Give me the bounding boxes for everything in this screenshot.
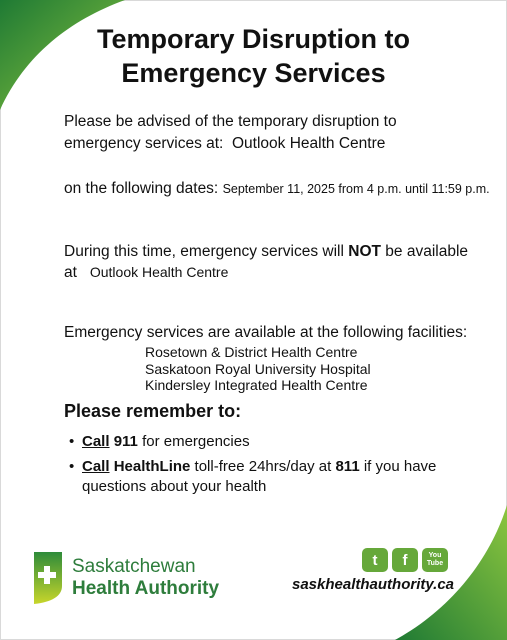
healthline-number: 811 (335, 458, 360, 475)
website-link[interactable]: saskhealthauthority.ca (292, 576, 455, 593)
facility-item: Rosetown & District Health Centre (145, 344, 358, 360)
dates-prefix: on the following dates: (64, 180, 219, 197)
logo-line-2: Health Authority (72, 578, 220, 599)
list-item (64, 432, 454, 452)
available-intro: Emergency services are available at the following facilities: (64, 324, 468, 341)
bullet1-rest: for emergencies (142, 433, 250, 450)
at-label: at (64, 264, 77, 281)
facility-item: Saskatoon Royal University Hospital (145, 360, 371, 377)
advised-prefix: emergency services at: (64, 135, 224, 152)
facility-list (145, 344, 371, 394)
page-title (0, 22, 507, 90)
advised-line-1: Please be advised of the temporary disruption to (64, 113, 397, 130)
facility-name: Outlook Health Centre (232, 135, 386, 152)
dates-value: September 11, 2025 from 4 p.m. until 11:59 p.m. (222, 182, 490, 196)
facility-item: Kindersley Integrated Health Centre (145, 377, 368, 393)
call-healthline: Call (82, 458, 110, 475)
dates-line (64, 178, 490, 200)
bullet2-mid: toll-free 24hrs/day at (194, 458, 332, 475)
bottom-right-swoosh (395, 505, 507, 640)
youtube-icon[interactable]: You Tube (422, 548, 448, 572)
sha-logo-icon (30, 552, 66, 604)
logo-line-1: Saskatchewan (72, 556, 196, 577)
during-prefix: During this time, emergency services will (64, 243, 344, 260)
during-not: NOT (348, 243, 381, 260)
healthline-name: HealthLine (113, 458, 191, 475)
title-line-1: Temporary Disruption to (96, 24, 411, 54)
logo-wordmark (72, 556, 219, 600)
advised-line-2 (64, 133, 385, 154)
social-icons (362, 548, 448, 572)
emergency-number: 911 (113, 433, 138, 450)
remember-heading: Please remember to: (64, 401, 242, 421)
bullet-icon: • (69, 433, 75, 450)
during-line (64, 241, 468, 262)
reminder-list (64, 432, 454, 502)
bullet-icon: • (69, 458, 75, 475)
call-911: Call (82, 433, 110, 450)
list-item (64, 457, 454, 497)
twitter-icon[interactable]: t (362, 548, 388, 572)
bullet2-rest: if you have questions about your health (82, 458, 437, 495)
facility-name-2: Outlook Health Centre (89, 264, 229, 280)
facebook-icon[interactable]: f (392, 548, 418, 572)
during-suffix: be available (385, 243, 469, 260)
at-line (64, 262, 228, 283)
title-line-2: Emergency Services (121, 58, 386, 88)
